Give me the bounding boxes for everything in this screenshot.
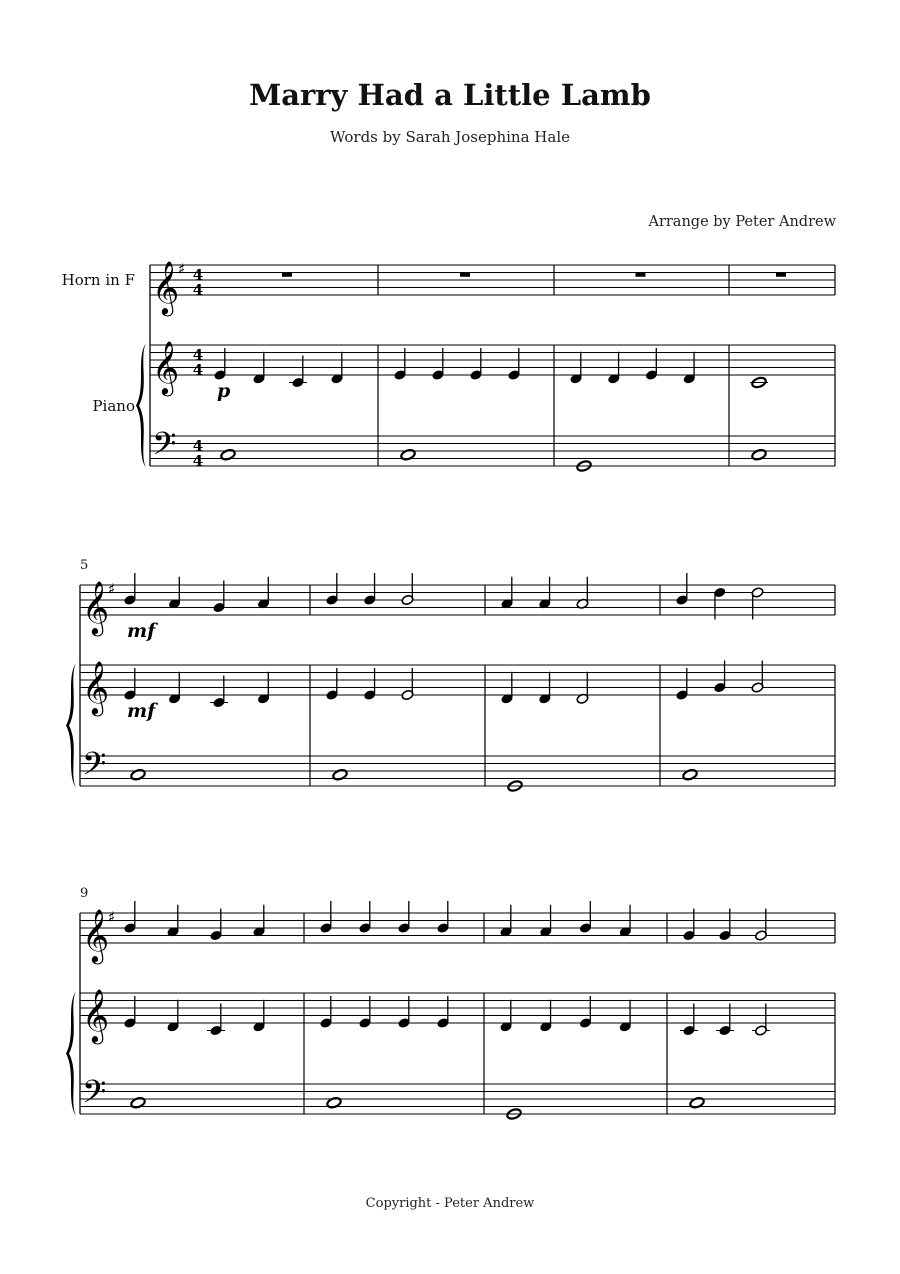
whole-note [130,1096,146,1109]
whole-note [689,1096,705,1109]
horn-time-signature-numerator: 4 [192,266,204,284]
piano-brace [66,663,76,788]
bass-clef-icon: 𝄢 [82,745,107,790]
whole-note [332,768,348,781]
whole-note [220,448,236,461]
piano-treble-clef-icon: 𝄞 [82,988,110,1042]
whole-note [326,1096,342,1109]
bass-clef-icon: 𝄢 [82,1073,107,1118]
horn-treble-clef-icon: 𝄞 [82,580,110,634]
whole-note [400,448,416,461]
whole-rest [460,273,470,277]
piano-brace [66,991,76,1116]
treble-time-signature-denominator: 4 [192,361,204,379]
whole-rest [282,273,292,277]
whole-note [751,448,767,461]
instrument-label-horn: Horn in F [61,271,135,289]
piano-brace [136,343,146,468]
whole-rest [776,273,786,277]
piano-treble-clef-icon: 𝄞 [152,340,180,394]
bass-clef-icon: 𝄢 [152,425,177,470]
dynamic-marking-piano: mf [127,700,156,722]
copyright-notice: Copyright - Peter Andrew [365,1196,535,1211]
sharp-icon: ♯ [178,260,186,278]
horn-time-signature-denominator: 4 [192,281,204,299]
sharp-icon: ♯ [108,580,116,598]
dynamic-marking-horn: mf [127,620,156,642]
piano-treble-clef-icon: 𝄞 [82,660,110,714]
bass-time-signature-numerator: 4 [192,437,204,455]
whole-note [682,768,698,781]
treble-time-signature-numerator: 4 [192,346,204,364]
dynamic-marking-piano: p [217,380,231,402]
horn-treble-clef-icon: 𝄞 [82,908,110,962]
bass-time-signature-denominator: 4 [192,452,204,470]
whole-note [130,768,146,781]
lyricist-credit: Words by Sarah Josephina Hale [329,128,571,146]
instrument-label-piano: Piano [92,397,135,415]
score-title: Marry Had a Little Lamb [249,78,651,112]
measure-number: 9 [80,886,89,901]
arranger-credit: Arrange by Peter Andrew [648,214,836,230]
sharp-icon: ♯ [108,908,116,926]
whole-rest [636,273,646,277]
horn-treble-clef-icon: 𝄞 [152,260,180,314]
measure-number: 5 [80,558,89,573]
